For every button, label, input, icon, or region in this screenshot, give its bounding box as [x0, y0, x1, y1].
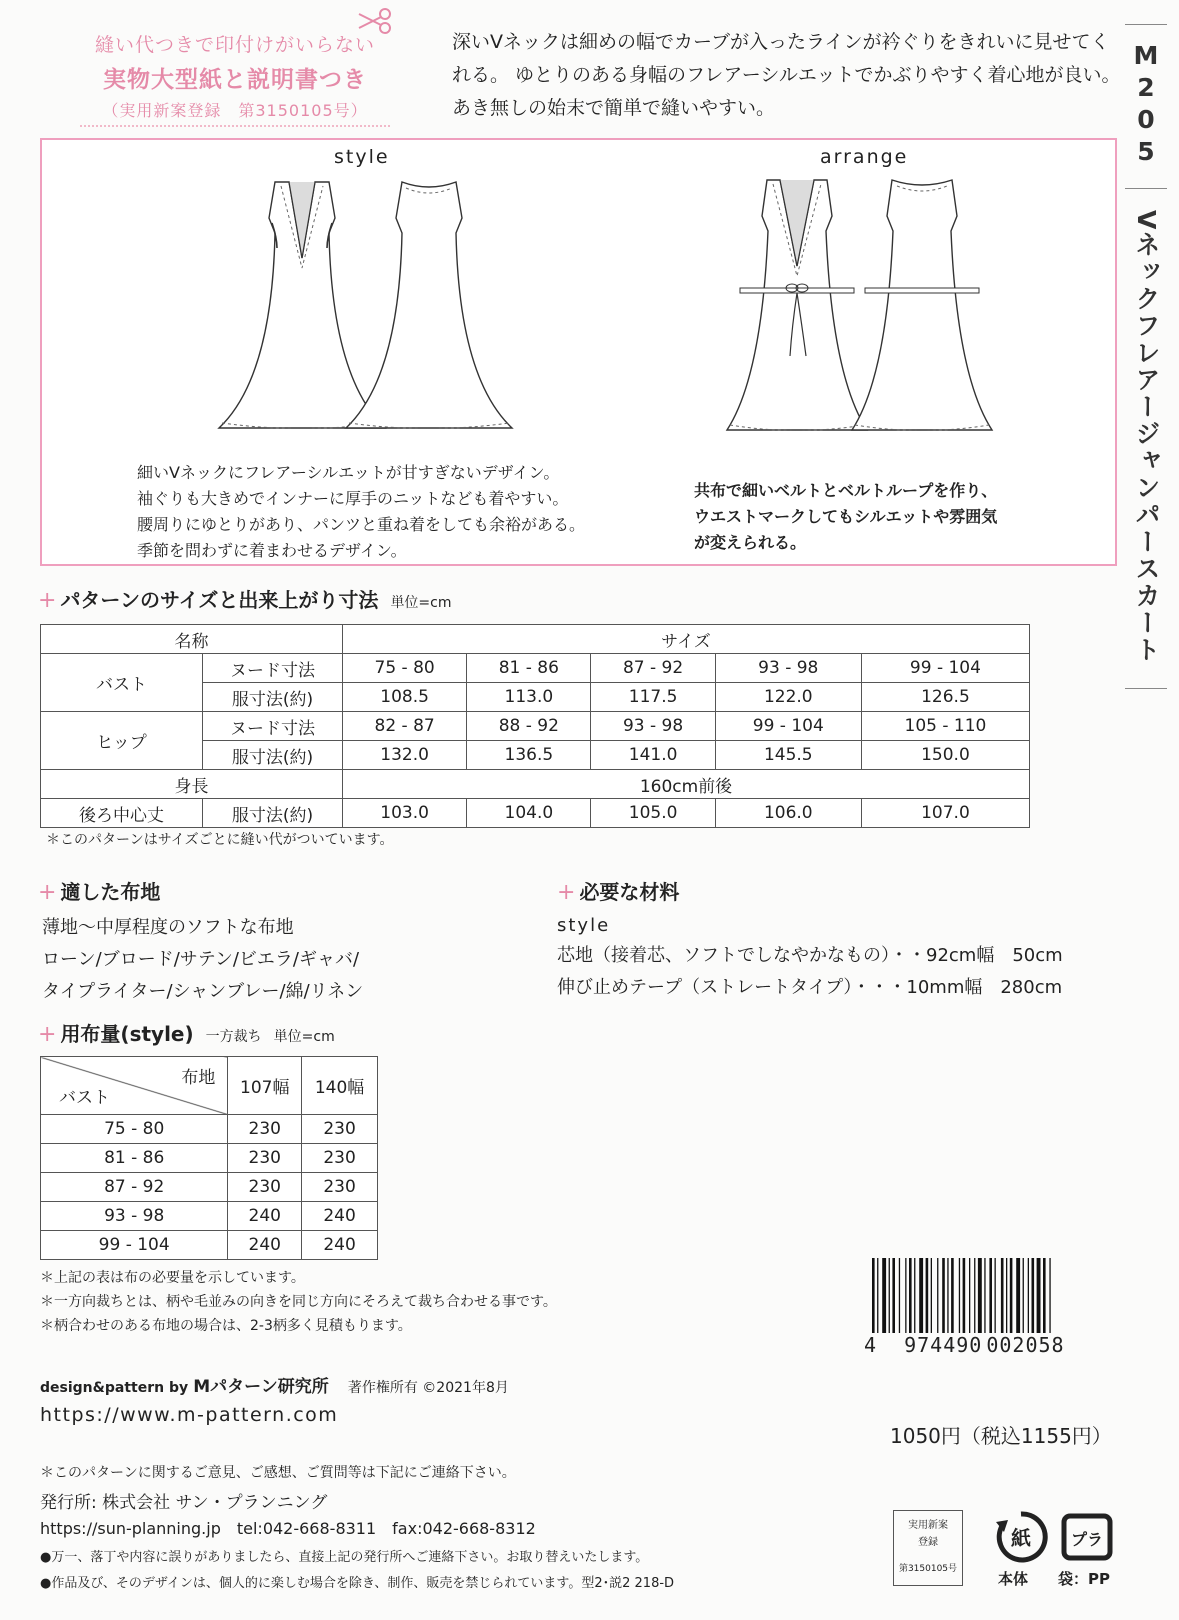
style-label: style	[334, 146, 390, 168]
table-cell: 141.0	[591, 741, 715, 770]
table-cell: 126.5	[861, 683, 1029, 712]
table-cell: 145.5	[715, 741, 861, 770]
table-cell: 108.5	[343, 683, 467, 712]
code-char: 5	[1137, 137, 1155, 166]
header-107-cell: 107幅	[228, 1057, 302, 1115]
code-char: 0	[1137, 105, 1155, 134]
yardage-sub: 一方裁ち	[205, 1029, 262, 1045]
table-row	[41, 1057, 378, 1115]
finished-label-cell: 服寸法(約)	[203, 683, 343, 712]
patent-badge	[893, 1510, 963, 1586]
table-cell: 230	[228, 1173, 302, 1202]
plastic-recycle-icon	[1060, 1510, 1114, 1564]
material-item: 伸び止めテープ（ストレートタイプ）・・・10mm幅 280cm	[557, 977, 1063, 998]
finished-label-cell: 服寸法(約)	[203, 799, 343, 828]
fabric-list	[42, 912, 363, 1008]
nude-label-cell: ヌード寸法	[203, 712, 343, 741]
table-cell: 150.0	[861, 741, 1029, 770]
table-row	[41, 1231, 378, 1260]
table-cell: 82 - 87	[343, 712, 467, 741]
yardage-notes	[40, 1266, 557, 1338]
table-cell: 230	[228, 1115, 302, 1144]
corner-top-label: 布地	[181, 1068, 216, 1088]
table-cell: 87 - 92	[41, 1173, 228, 1202]
fabric-line: タイプライター/シャンブレー/綿/リネン	[42, 981, 364, 1002]
arrange-description	[694, 478, 1074, 556]
table-cell: 230	[228, 1144, 302, 1173]
fabric-section-heading	[38, 876, 160, 905]
height-value-cell: 160cm前後	[343, 770, 1030, 799]
materials-list	[557, 940, 1063, 1004]
table-cell: 99 - 104	[41, 1231, 228, 1260]
side-divider-mid	[1125, 188, 1167, 189]
plastic-mark-text: プラ	[1070, 1530, 1104, 1549]
arrange-desc-line: が変えられる。	[694, 533, 807, 552]
table-cell: 132.0	[343, 741, 467, 770]
yardage-note: ＊柄合わせのある布地の場合は、2-3柄多く見積もります。	[40, 1318, 412, 1334]
materials-section-heading	[557, 876, 679, 905]
header-140-cell: 140幅	[302, 1057, 378, 1115]
table-cell: 240	[228, 1202, 302, 1231]
table-cell: 75 - 80	[343, 654, 467, 683]
arrange-label: arrange	[820, 146, 909, 168]
promo-line-2: 実物大型紙と説明書つき	[103, 67, 367, 93]
size-table	[40, 624, 1030, 828]
height-label-cell: 身長	[41, 770, 343, 799]
patent-line: 第3150105号	[898, 1564, 958, 1574]
plus-icon: +	[38, 880, 57, 905]
table-cell: 75 - 80	[41, 1115, 228, 1144]
style-desc-line: 袖ぐりも大きめでインナーに厚手のニットなども着やすい。	[137, 489, 569, 508]
table-cell: 105.0	[591, 799, 715, 828]
table-cell: 87 - 92	[591, 654, 715, 683]
style-description	[137, 460, 657, 564]
intro-text: 深いVネックは細めの幅でカーブが入ったラインが衿ぐりをきれいに見せてくれる。 ゆとりのある身幅のフレアーシルエットでかぶりやすく着心地が良い。あき無しの始末で簡単で縫いやすい。	[452, 31, 1121, 119]
back-length-label-cell: 後ろ中心丈	[41, 799, 203, 828]
yardage-section-heading	[38, 1018, 335, 1047]
bust-label-cell: バスト	[41, 654, 203, 712]
table-cell: 103.0	[343, 799, 467, 828]
promo-line-1: 縫い代つきで印付けがいらない	[94, 34, 375, 56]
style-illustration-box	[40, 138, 1117, 566]
warning-2: ●作品及び、そのデザインは、個人的に楽しむ場合を除き、制作、販売を禁じられています。型2･説2 218-D	[40, 1576, 675, 1591]
yardage-table	[40, 1056, 378, 1260]
plus-icon: +	[38, 588, 57, 613]
barcode-number	[862, 1333, 1067, 1357]
table-cell: 230	[302, 1173, 378, 1202]
table-cell: 99 - 104	[861, 654, 1029, 683]
bag-material-label: 袋：PP	[1058, 1570, 1110, 1588]
table-row	[41, 1173, 378, 1202]
finished-label-cell: 服寸法(約)	[203, 741, 343, 770]
warning-1: ●万一、落丁や内容に誤りがありましたら、直接上記の発行所へご連絡下さい。お取り替えいたします。	[40, 1550, 649, 1565]
table-cell: 240	[302, 1202, 378, 1231]
style-back-dress-illustration	[344, 178, 514, 438]
size-note: ＊このパターンはサイズごとに縫い代がついています。	[46, 832, 394, 848]
design-credit	[40, 1372, 509, 1397]
arrange-desc-line: ウエストマークしてもシルエットや雰囲気	[694, 507, 998, 526]
promo-banner	[80, 30, 390, 127]
yardage-note: ＊一方向裁ちとは、柄や毛並みの向きを同じ方向にそろえて裁ち合わせる事です。	[40, 1294, 557, 1310]
style-desc-line: 腰周りにゆとりがあり、パンツと重ね着をしても余裕がある。	[137, 515, 586, 534]
design-org: Mパターン研究所	[193, 1377, 329, 1397]
fabric-line: ローン/ブロード/サテン/ビエラ/ギャバ/	[42, 949, 360, 970]
body-material-label: 本体	[998, 1570, 1029, 1588]
size-section-title: パターンのサイズと出来上がり寸法	[60, 588, 379, 612]
table-row	[41, 654, 1030, 683]
table-cell: 107.0	[861, 799, 1029, 828]
copyright: 著作権所有 ©2021年8月	[347, 1380, 509, 1396]
materials-sub: style	[557, 915, 611, 936]
table-row	[41, 1202, 378, 1231]
paper-mark-text: 紙	[1011, 1526, 1031, 1550]
table-cell: 93 - 98	[591, 712, 715, 741]
table-cell: 88 - 92	[467, 712, 591, 741]
patent-line: 登録	[918, 1537, 938, 1548]
header-name-cell: 名称	[41, 625, 343, 654]
patent-line: 実用新案	[908, 1520, 948, 1531]
materials-section-title: 必要な材料	[579, 880, 680, 904]
table-cell: 240	[302, 1231, 378, 1260]
side-divider-top	[1125, 24, 1167, 25]
table-row	[41, 799, 1030, 828]
style-desc-line: 細いVネックにフレアーシルエットが甘すぎないデザイン。	[137, 463, 560, 482]
size-unit: 単位=cm	[390, 595, 452, 611]
publisher-contact[interactable]: https://sun-planning.jp tel:042-668-8311 fax:042-668-8312	[40, 1519, 536, 1538]
plus-icon: +	[557, 880, 576, 905]
material-item: 芯地（接着芯、ソフトでしなやかなもの）・・92cm幅 50cm	[557, 945, 1063, 966]
table-cell: 230	[302, 1115, 378, 1144]
style-desc-line: 季節を問わずに着まわせるデザイン。	[137, 541, 407, 560]
inquiry-note: ＊このパターンに関するご意見、ご感想、ご質問等は下記にご連絡下さい。	[40, 1465, 516, 1481]
table-row	[41, 625, 1030, 654]
barcode-first-digit: 4	[864, 1333, 878, 1357]
nude-label-cell: ヌード寸法	[203, 654, 343, 683]
table-cell: 106.0	[715, 799, 861, 828]
table-cell: 113.0	[467, 683, 591, 712]
paper-recycle-icon	[994, 1510, 1048, 1564]
table-cell: 122.0	[715, 683, 861, 712]
table-cell: 230	[302, 1144, 378, 1173]
barcode-group-1: 974490	[904, 1333, 983, 1357]
side-divider-bottom	[1125, 688, 1167, 689]
table-row	[41, 712, 1030, 741]
table-cell: 117.5	[591, 683, 715, 712]
arrange-back-dress-illustration	[847, 176, 997, 440]
header-size-cell: サイズ	[343, 625, 1030, 654]
m-pattern-url[interactable]: https://www.m-pattern.com	[40, 1404, 339, 1426]
corner-bottom-label: バスト	[59, 1088, 110, 1108]
hip-label-cell: ヒップ	[41, 712, 203, 770]
table-cell: 99 - 104	[715, 712, 861, 741]
publisher: 発行所: 株式会社 サン・プランニング	[40, 1493, 328, 1513]
code-char: 2	[1137, 73, 1155, 102]
pattern-code	[1125, 40, 1167, 168]
table-cell: 93 - 98	[715, 654, 861, 683]
scissors-icon	[355, 6, 395, 36]
table-cell: 93 - 98	[41, 1202, 228, 1231]
table-cell: 136.5	[467, 741, 591, 770]
table-cell: 104.0	[467, 799, 591, 828]
promo-line-3: （実用新案登録 第3150105号）	[102, 101, 368, 120]
table-cell: 81 - 86	[467, 654, 591, 683]
barcode-group-2: 002058	[986, 1333, 1065, 1357]
yardage-note: ＊上記の表は布の必要量を示しています。	[40, 1270, 305, 1286]
table-row	[41, 770, 1030, 799]
table-cell: 81 - 86	[41, 1144, 228, 1173]
yardage-unit: 単位=cm	[273, 1029, 335, 1045]
fabric-line: 薄地～中厚程度のソフトな布地	[42, 917, 294, 938]
fabric-section-title: 適した布地	[60, 880, 161, 904]
yardage-section-title: 用布量(style)	[60, 1022, 194, 1046]
table-row	[41, 1115, 378, 1144]
code-char: M	[1133, 41, 1159, 70]
plus-icon: +	[38, 1022, 57, 1047]
price-label: 1050円（税込1155円）	[890, 1424, 1112, 1448]
table-row	[41, 1144, 378, 1173]
diagonal-header-cell	[41, 1057, 228, 1115]
pattern-title: Vネックフレアージャンパースカート	[1132, 210, 1161, 664]
design-prefix: design&pattern by	[40, 1380, 189, 1396]
table-cell: 240	[228, 1231, 302, 1260]
arrange-desc-line: 共布で細いベルトとベルトループを作り、	[694, 481, 998, 500]
size-section-heading	[38, 584, 452, 613]
table-cell: 105 - 110	[861, 712, 1029, 741]
